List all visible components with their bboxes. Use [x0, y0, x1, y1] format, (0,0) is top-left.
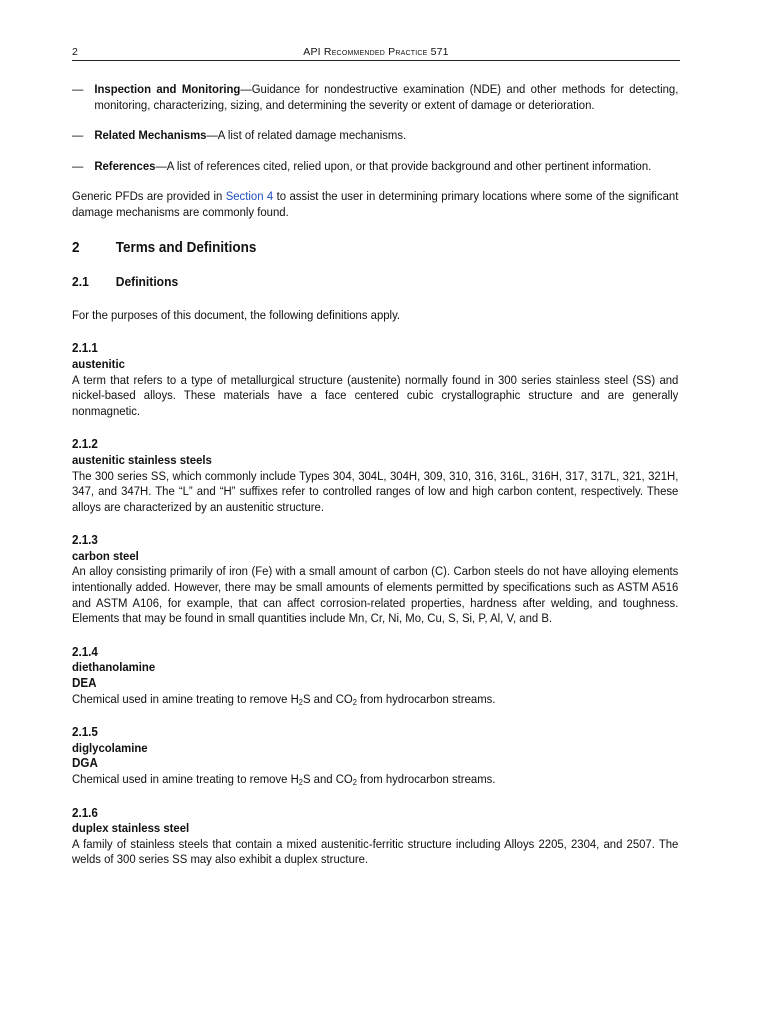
- bullet-term: Related Mechanisms: [94, 128, 207, 143]
- section-number: 2: [72, 239, 80, 256]
- pfd-text-after: to assist the user in determining primary locations where some of the significant damage mechanisms are commonly found.: [72, 189, 679, 219]
- definitions-intro: For the purposes of this document, the following definitions apply.: [72, 307, 401, 322]
- definition-number: 2.1.2: [72, 437, 98, 452]
- definition-text-part: Chemical used in amine treating to remove H: [72, 772, 299, 786]
- definition-term: diglycolamine: [72, 740, 148, 755]
- generic-pfd-paragraph: [72, 189, 678, 220]
- definition-term: austenitic: [72, 356, 125, 371]
- bullet-text: —Guidance for nondestructive examination (NDE) and other methods for detecting, monitoring, characterizing, sizing, and determining the severity or extent of damage or deterioration.: [94, 82, 679, 112]
- bullet-dash: —: [72, 128, 84, 143]
- definition-term: diethanolamine: [72, 660, 156, 675]
- subscript: 2: [352, 697, 357, 707]
- definition-text: An alloy consisting primarily of iron (Fe) with a small amount of carbon (C). Carbon steels do not have alloying elements intentionally added. However, there may be small amounts of elements permitted by specifications such as ASTM A516 and ASTM A106, for example, that can affect corrosion-related properties, hardness after welding, and toughness. Elements that may be found in small quantities include Mn, Cr, Ni, Mo, Cu, S, Si, P, Al, V, and B.: [72, 564, 679, 626]
- bullet-text: —A list of references cited, relied upon, or that provide background and other pertinent information.: [155, 158, 652, 173]
- pfd-text-before: Generic PFDs are provided in: [72, 189, 226, 204]
- definition-number: 2.1.4: [72, 644, 98, 659]
- definition-entry: [72, 437, 678, 515]
- bullet-item: [72, 128, 678, 144]
- definition-number: 2.1.3: [72, 533, 98, 548]
- definition-term: duplex stainless steel: [72, 821, 190, 836]
- subsection-number: 2.1: [72, 274, 89, 290]
- definition-text-part: S and CO: [302, 772, 353, 786]
- section-4-link[interactable]: Section 4: [225, 189, 274, 204]
- definition-entry: [72, 725, 678, 787]
- bullet-term: References: [94, 158, 156, 173]
- definition-entry: [72, 533, 678, 627]
- definition-number: 2.1.5: [72, 725, 98, 740]
- definition-text-part: from hydrocarbon streams.: [356, 691, 496, 706]
- section-heading: [72, 241, 678, 257]
- subsection-title: Definitions: [115, 274, 179, 290]
- definition-text: The 300 series SS, which commonly include Types 304, 304L, 304H, 309, 310, 316, 316L, 316H, 317, 317L, 321, 321H, 347, and 347H. The “L” and “H” suffixes refer to controlled ranges of low and high carbon content, respectively. These alloys are characterized by an austenitic structure.: [72, 468, 679, 514]
- definition-number: 2.1.1: [72, 341, 98, 356]
- definition-abbreviation: DEA: [72, 676, 97, 691]
- definition-text-part: S and CO: [302, 691, 353, 706]
- definition-entry: [72, 341, 678, 419]
- bullet-item: [72, 159, 678, 175]
- definition-text: A family of stainless steels that contain a mixed austenitic-ferritic structure including Alloys 2205, 2304, and 2507. The welds of 300 series SS may also exhibit a duplex structure.: [72, 836, 679, 867]
- definition-text: [72, 772, 678, 788]
- definition-text-part: from hydrocarbon streams.: [356, 772, 496, 786]
- subscript: 2: [352, 778, 357, 787]
- page-header: [72, 44, 680, 61]
- definition-abbreviation: DGA: [72, 756, 98, 771]
- section-title: Terms and Definitions: [115, 239, 257, 256]
- bullet-dash: —: [72, 158, 84, 173]
- definition-text: A term that refers to a type of metallurgical structure (austenite) normally found in 300 series stainless steel (SS) and nickel-based alloys. These materials have a face centered cubic crystallographic structure and are generally nonmagnetic.: [72, 372, 679, 418]
- bullet-text: —A list of related damage mechanisms.: [206, 128, 407, 143]
- running-title: API Recommended Practice 571: [303, 46, 449, 58]
- definition-number: 2.1.6: [72, 805, 98, 820]
- bullet-item: [72, 82, 678, 113]
- definition-term: carbon steel: [72, 548, 139, 563]
- subsection-heading: [72, 274, 678, 290]
- bullet-dash: —: [72, 82, 84, 96]
- page-number: 2: [72, 46, 78, 58]
- bullet-term: Inspection and Monitoring: [94, 82, 241, 96]
- subscript: 2: [298, 697, 303, 707]
- definition-entry: [72, 645, 678, 707]
- definition-text: [72, 692, 678, 708]
- subscript: 2: [298, 778, 303, 787]
- page-body: [72, 82, 678, 868]
- definition-entry: [72, 806, 678, 868]
- definition-term: austenitic stainless steels: [72, 452, 212, 467]
- definition-text-part: Chemical used in amine treating to remove H: [72, 691, 299, 706]
